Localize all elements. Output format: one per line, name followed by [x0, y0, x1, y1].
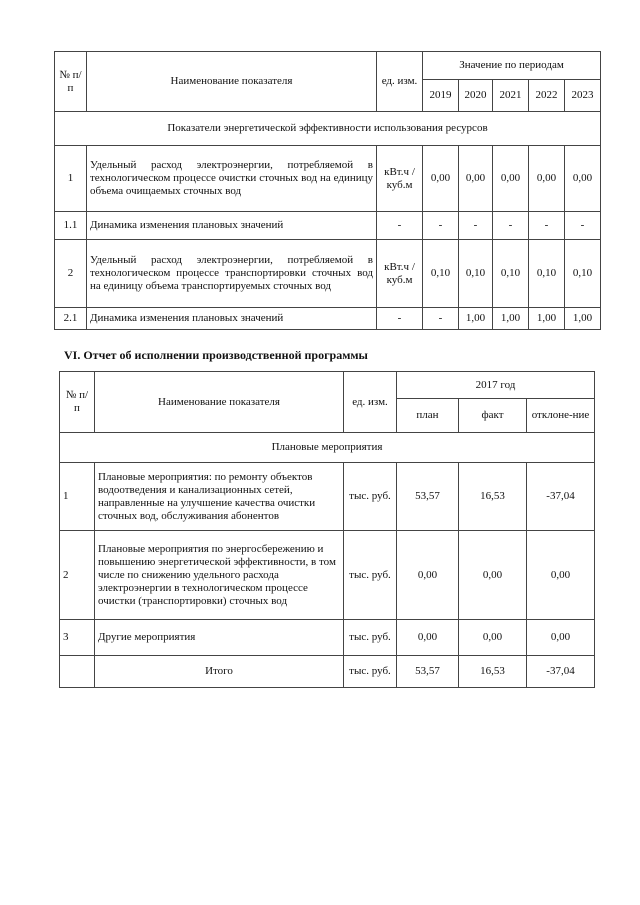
year-header: 2022 — [529, 80, 565, 112]
row-fact: 0,00 — [459, 531, 527, 620]
row-num: 1 — [60, 463, 95, 531]
row-num: 1.1 — [55, 212, 87, 240]
row-value: - — [423, 212, 459, 240]
row-num: 2 — [60, 531, 95, 620]
row-num: 2.1 — [55, 308, 87, 330]
row-value: 1,00 — [565, 308, 601, 330]
row-unit: - — [377, 212, 423, 240]
row-value: 0,10 — [459, 240, 493, 308]
header-unit: ед. изм. — [344, 372, 397, 433]
row-plan: 0,00 — [397, 531, 459, 620]
row-deviation: -37,04 — [527, 656, 595, 688]
table-row — [55, 308, 601, 330]
header-name: Наименование показателя — [87, 52, 377, 112]
row-fact: 16,53 — [459, 463, 527, 531]
row-num — [60, 656, 95, 688]
row-value: 1,00 — [529, 308, 565, 330]
row-num: 2 — [55, 240, 87, 308]
row-value: 1,00 — [493, 308, 529, 330]
row-unit: тыс. руб. — [344, 531, 397, 620]
row-value: - — [493, 212, 529, 240]
table-row — [60, 463, 595, 531]
row-deviation: 0,00 — [527, 620, 595, 656]
header-unit: ед. изм. — [377, 52, 423, 112]
production-program-report-table — [59, 371, 595, 688]
row-plan: 0,00 — [397, 620, 459, 656]
energy-efficiency-table — [54, 51, 601, 330]
row-unit: кВт.ч / куб.м — [377, 240, 423, 308]
row-name: Удельный расход электроэнергии, потребляемой в технологическом процессе очистки сточных вод на единицу объема очищаемых сточных вод — [87, 146, 377, 212]
row-plan: 53,57 — [397, 656, 459, 688]
table-row — [60, 620, 595, 656]
row-value: 0,00 — [423, 146, 459, 212]
row-value: 0,00 — [529, 146, 565, 212]
row-name: Удельный расход электроэнергии, потребляемой в технологическом процессе транспортировки сточных вод на единицу объема транспортируемых сточных вод — [87, 240, 377, 308]
row-fact: 0,00 — [459, 620, 527, 656]
row-name: Плановые мероприятия по энергосбережению и повышению энергетической эффективности, в том числе по снижению удельного расхода электроэнергии в технологическом процессе очистки (транспортировки) сточных вод — [95, 531, 344, 620]
row-deviation: 0,00 — [527, 531, 595, 620]
row-unit: тыс. руб. — [344, 620, 397, 656]
row-unit: - — [377, 308, 423, 330]
section-row: Плановые мероприятия — [60, 433, 595, 463]
header-periods: Значение по периодам — [423, 52, 601, 80]
table-row — [55, 212, 601, 240]
total-label: Итого — [95, 656, 344, 688]
header-year: 2017 год — [397, 372, 595, 399]
header-num: № п/п — [60, 372, 95, 433]
year-header: 2020 — [459, 80, 493, 112]
row-name: Плановые мероприятия: по ремонту объектов водоотведения и канализационных сетей, направленные на улучшение качества очистки сточных вод, обслуживания абонентов — [95, 463, 344, 531]
row-value: - — [423, 308, 459, 330]
row-name: Другие мероприятия — [95, 620, 344, 656]
header-fact: факт — [459, 399, 527, 433]
row-plan: 53,57 — [397, 463, 459, 531]
row-value: 0,00 — [459, 146, 493, 212]
year-header: 2019 — [423, 80, 459, 112]
row-value: 0,10 — [529, 240, 565, 308]
row-value: - — [529, 212, 565, 240]
row-unit: кВт.ч / куб.м — [377, 146, 423, 212]
header-deviation: отклоне-ние — [527, 399, 595, 433]
row-value: 0,00 — [565, 146, 601, 212]
header-num: № п/п — [55, 52, 87, 112]
row-value: 1,00 — [459, 308, 493, 330]
row-deviation: -37,04 — [527, 463, 595, 531]
header-name: Наименование показателя — [95, 372, 344, 433]
row-num: 3 — [60, 620, 95, 656]
row-value: 0,10 — [423, 240, 459, 308]
row-name: Динамика изменения плановых значений — [87, 308, 377, 330]
total-row — [60, 656, 595, 688]
section-title: VI. Отчет об исполнении производственной программы — [64, 348, 368, 362]
row-value: 0,00 — [493, 146, 529, 212]
header-plan: план — [397, 399, 459, 433]
row-value: 0,10 — [493, 240, 529, 308]
row-value: - — [459, 212, 493, 240]
row-unit: тыс. руб. — [344, 656, 397, 688]
year-header: 2023 — [565, 80, 601, 112]
row-value: 0,10 — [565, 240, 601, 308]
table-row — [60, 531, 595, 620]
row-num: 1 — [55, 146, 87, 212]
table-row — [55, 240, 601, 308]
row-fact: 16,53 — [459, 656, 527, 688]
year-header: 2021 — [493, 80, 529, 112]
section-row: Показатели энергетической эффективности использования ресурсов — [55, 112, 601, 146]
row-unit: тыс. руб. — [344, 463, 397, 531]
table-row — [55, 146, 601, 212]
row-name: Динамика изменения плановых значений — [87, 212, 377, 240]
row-value: - — [565, 212, 601, 240]
